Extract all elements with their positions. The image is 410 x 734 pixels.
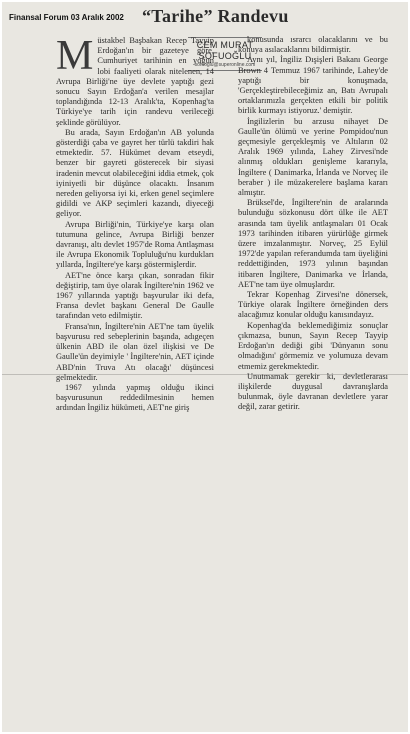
- author-email: sofuoglu@superonline.com: [194, 62, 256, 68]
- article-paragraph: konusunda ısrarcı olacaklarını ve bu konuya asılacaklarını bildirmiştir.: [238, 35, 388, 55]
- source-caption: Finansal Forum 03 Aralık 2002: [9, 13, 124, 22]
- article-paragraph: İngilizlerin bu arzusu nihayet De Gaulle'ün ölümü ve yerine Pompidou'nun geçmesiyle gerçekleşmiş ve Altıların 02 Aralık 1969 yılında, Lahey Zirvesi'nde alınmış oldukları genişleme kararıyla, İngiltere ( Danimarka, İrlanda ve Norveç ile beraber ) ile müzakerelere başlama kararı almıştır.: [238, 116, 388, 198]
- article-headline: “Tarihe” Randevu: [142, 6, 289, 26]
- article-paragraph: Kopenhag'da beklemediğimiz sonuçlar çıkmazsa, bunun, Sayın Recep Tayyip Erdoğan'ın dediği gibi 'Dünyanın sonu olmadığını' görmemiz ve yolumuza devam etmemiz gerekmektedir.: [238, 320, 388, 371]
- author-name-line2: SOFUOĞLU: [198, 51, 252, 61]
- article-column-right: [238, 35, 388, 413]
- drop-cap: M: [56, 33, 94, 79]
- article-paragraph: Müstakbel Başbakan Recep Tayyip Erdoğan'ın bir gazeteye göre, Cumhuriyet tarihinin en yoğun lobi faaliyeti olarak nitelenen, 14 Avrupa Birliği'ne üye devlete yaptığı gezi sonucu Sayın Erdoğan'a verilen mesajlar toplandığında 12-13 Aralık'ta, Kopenhag'ta Türkiye'ye tarih için randevu verileceği şeklinde görülüyor.: [56, 33, 214, 127]
- article-paragraph: Avrupa Birliği'nin, Türkiye'ye karşı olan tutumuna gelince, Avrupa Birliği benzer davranışı, altı devlet 1957'de Roma Antlaşması ile Avrupa Ekonomik Topluluğu'nu kurdukları yıllarda, İngiltere'ye karşı göstermişlerdir.: [56, 219, 214, 270]
- article-paragraph: AET'ne önce karşı çıkan, sonradan fikir değiştirip, tam üye olarak İngiltere'nin 1962 ve 1967 yıllarında yaptığı başvurular iki defa, Fransa devlet başkanı General De Gaulle tarafından veto edilmiştir.: [56, 270, 214, 321]
- article-paragraph: Fransa'nın, İngiltere'nin AET'ne tam üyelik başvurusu red sebeplerinin başında, adıgeçen ülkenin ABD ile olan özel ilişkisi ve De Gaulle'ün deyimiyle ' İngiltere'nin, AET içinde ABD'nin Truva Atı olacağı' düşüncesi gelmektedir.: [56, 321, 214, 382]
- article-paragraph: Bu arada, Sayın Erdoğan'ın AB yolunda gösterdiği çaba ve gayret her türlü takdiri hak etmektedir. 57. Hükümet devam etseydi, benzer bir gayreti gösterecek bir siyasi iradenin mevcut olabileceğini iddia etmek, çok iyiniyetli bir düşünce olacaktı. İnsanım nereden geliyorsa iyi ki, erken genel seçimlere gidildi ve AKP seçimleri kazandı, diyeceği geliyor.: [56, 127, 214, 219]
- newspaper-clipping: [2, 2, 408, 732]
- article-paragraph: Aynı yıl, İngiliz Dışişleri Bakanı George Brown 4 Temmuz 1967 tarihinde, Lahey'de yaptığı bir konuşmada, 'Gerçekleştirebileceğimiz an, Batı Avrupalı ortaklarımızla gerçekten etkili bir politik birlik kurmayı istiyoruz.' demiştir.: [238, 55, 388, 116]
- article-paragraph: Brüksel'de, İngiltere'nin de aralarında bulunduğu sözkonusu dört ülke ile AET arasında tam üyelik antlaşmaları 01 Ocak 1973 tarihinden itibaren yürürlüğe girmek üzere imzalanmıştır. Norveç, 25 Eylül 1972'de yapılan referandumda tam üyeliğini reddettiğinden, 1973 yılının başından itibaren İngiltere, Danimarka ve İrlanda, AET'ne tam üye olmuşlardır.: [238, 198, 388, 289]
- article-paragraph: 1967 yılında yapmış olduğu ikinci başvurusunun reddedilmesinin hemen ardından İngiliz hükümeti, AET'ne giriş: [56, 382, 214, 413]
- article-paragraph: Unutmamak gerekir ki, devletlerarası ilişkilerde duygusal davranışlarda bulunmak, öyle davranan devletlere yarar değil, zarar getirir.: [238, 371, 388, 412]
- article-paragraph: Tekrar Kopenhag Zirvesi'ne dönersek, Türkiye olarak İngiltere örneğinden ders alacağımız konular olduğu kanısındayız.: [238, 290, 388, 320]
- article-column-left: [56, 33, 214, 414]
- author-name-line1: CEM MURAT: [196, 40, 254, 50]
